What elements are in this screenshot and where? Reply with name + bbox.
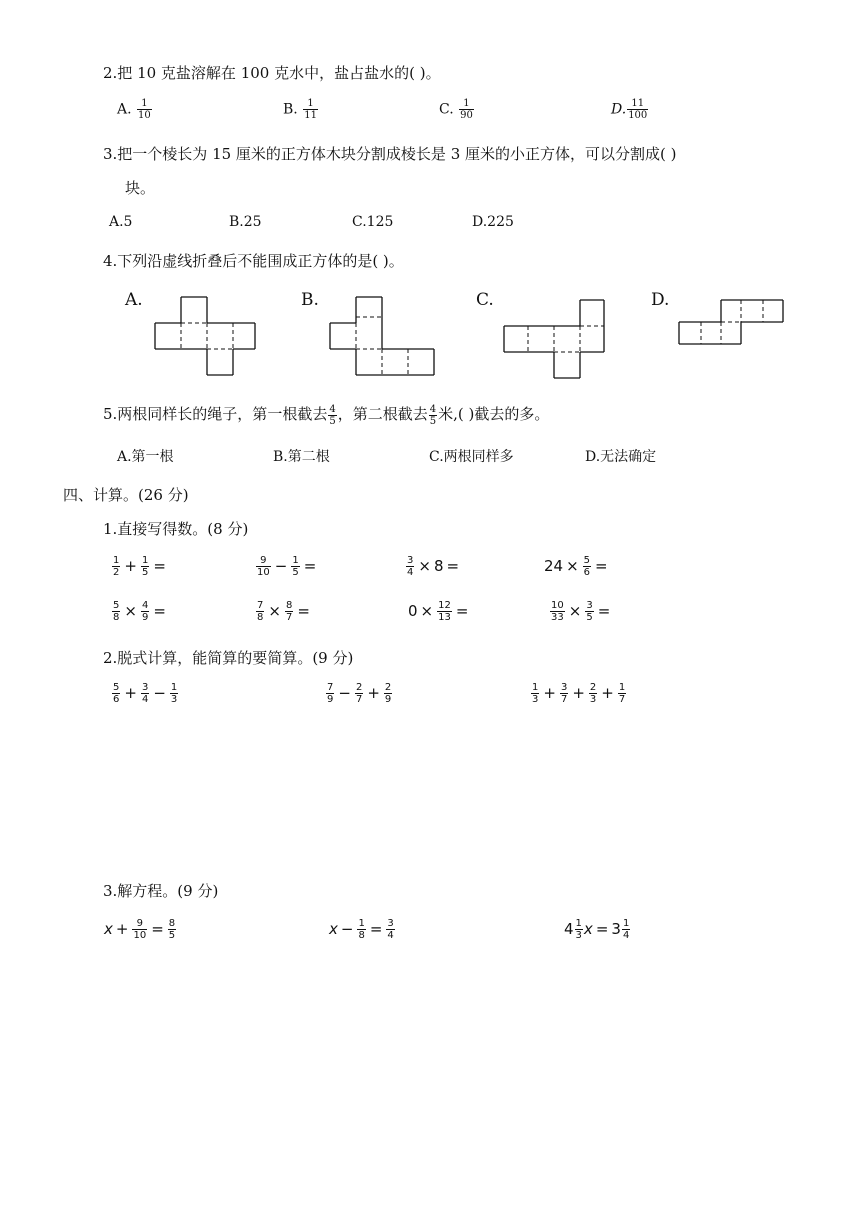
- q5-option-a[interactable]: A.第一根: [117, 449, 174, 465]
- q2-option-d[interactable]: [611, 98, 649, 121]
- oral-item-7: 0 × $\frac{12}{13}$ =: [408, 600, 469, 623]
- fraction: $\frac{1}{11}$: [304, 98, 317, 121]
- q2-option-a[interactable]: [117, 98, 153, 121]
- equation-3: 4 $\frac{1}{3}$ x = 3 $\frac{1}{4}$: [564, 918, 630, 941]
- stepwise-item-2: $\frac{7}{9}$ − $\frac{2}{7}$ + $\frac{2}{9}$: [327, 682, 392, 705]
- q3-option-a[interactable]: A.5: [109, 214, 133, 230]
- oral-item-5: $\frac{5}{8}$ × $\frac{4}{9}$ =: [113, 600, 166, 623]
- q5-part1: 5.两根同样长的绳子，第一根截去: [103, 405, 328, 423]
- question-2-text: 2.把 10 克盐溶解在 100 克水中，盐占盐水的( )。: [103, 64, 441, 82]
- q4-label-c[interactable]: C.: [476, 290, 494, 310]
- option-label: C.: [439, 101, 454, 118]
- equation-1: x + $\frac{9}{10}$ = $\frac{8}{5}$: [104, 918, 176, 941]
- q4-net-c: [499, 295, 611, 381]
- option-label: D.: [611, 101, 627, 118]
- oral-item-6: $\frac{7}{8}$ × $\frac{8}{7}$ =: [257, 600, 310, 623]
- q5-option-d[interactable]: D.无法确定: [585, 449, 657, 465]
- q3-option-b[interactable]: B.25: [229, 214, 262, 230]
- fraction: $\frac{11}{100}$: [628, 98, 648, 121]
- question-4-text: 4.下列沿虚线折叠后不能围成正方体的是( )。: [103, 252, 404, 270]
- q3-option-d[interactable]: D.225: [472, 214, 514, 230]
- q4-net-b: [325, 292, 440, 378]
- q5-part2: ，第二根截去: [337, 405, 428, 423]
- q3-option-c[interactable]: C.125: [352, 214, 394, 230]
- q5-option-c[interactable]: C.两根同样多: [429, 449, 514, 465]
- q5-part3: 米,( )截去的多。: [438, 405, 550, 423]
- oral-item-4: 24 × $\frac{5}{6}$ =: [544, 555, 608, 578]
- oral-item-8: $\frac{10}{33}$ × $\frac{3}{5}$ =: [551, 600, 611, 623]
- q2-option-c[interactable]: [439, 98, 475, 121]
- stepwise-item-1: $\frac{5}{6}$ + $\frac{3}{4}$ − $\frac{1}{3}$: [113, 682, 178, 705]
- section-4-title: 四、计算。(26 分): [63, 486, 189, 504]
- option-label: B.: [283, 101, 298, 118]
- section-4-sub2: 2.脱式计算，能简算的要简算。(9 分): [103, 649, 354, 667]
- q4-net-a: [150, 292, 260, 376]
- fraction: $\frac{4}{5}$: [329, 403, 336, 427]
- equation-2: x − $\frac{1}{8}$ = $\frac{3}{4}$: [329, 918, 394, 941]
- fraction: $\frac{1}{90}$: [460, 98, 473, 121]
- oral-item-1: $\frac{1}{2}$ + $\frac{1}{5}$ =: [113, 555, 166, 578]
- oral-item-3: $\frac{3}{4}$ × 8 =: [407, 555, 460, 578]
- stepwise-item-3: $\frac{1}{3}$ + $\frac{3}{7}$ + $\frac{2}{3}$ + $\frac{1}{7}$: [532, 682, 626, 705]
- q4-label-a[interactable]: A.: [125, 290, 143, 310]
- q4-label-b[interactable]: B.: [301, 290, 319, 310]
- q2-option-b[interactable]: [283, 98, 319, 121]
- q5-option-b[interactable]: B.第二根: [273, 449, 330, 465]
- section-4-sub1: 1.直接写得数。(8 分): [103, 520, 249, 538]
- fraction: $\frac{1}{10}$: [138, 98, 151, 121]
- q4-label-d[interactable]: D.: [651, 290, 670, 310]
- option-label: A.: [117, 101, 132, 118]
- fraction: $\frac{4}{5}$: [429, 403, 437, 427]
- section-4-sub3: 3.解方程。(9 分): [103, 882, 219, 900]
- q4-net-d: [674, 295, 788, 351]
- oral-item-2: $\frac{9}{10}$ − $\frac{1}{5}$ =: [257, 555, 317, 578]
- question-3-line1: 3.把一个棱长为 15 厘米的正方体木块分割成棱长是 3 厘米的小正方体，可以分割成( ): [103, 145, 677, 163]
- question-3-line2: 块。: [125, 179, 156, 197]
- question-5-text: [103, 403, 549, 427]
